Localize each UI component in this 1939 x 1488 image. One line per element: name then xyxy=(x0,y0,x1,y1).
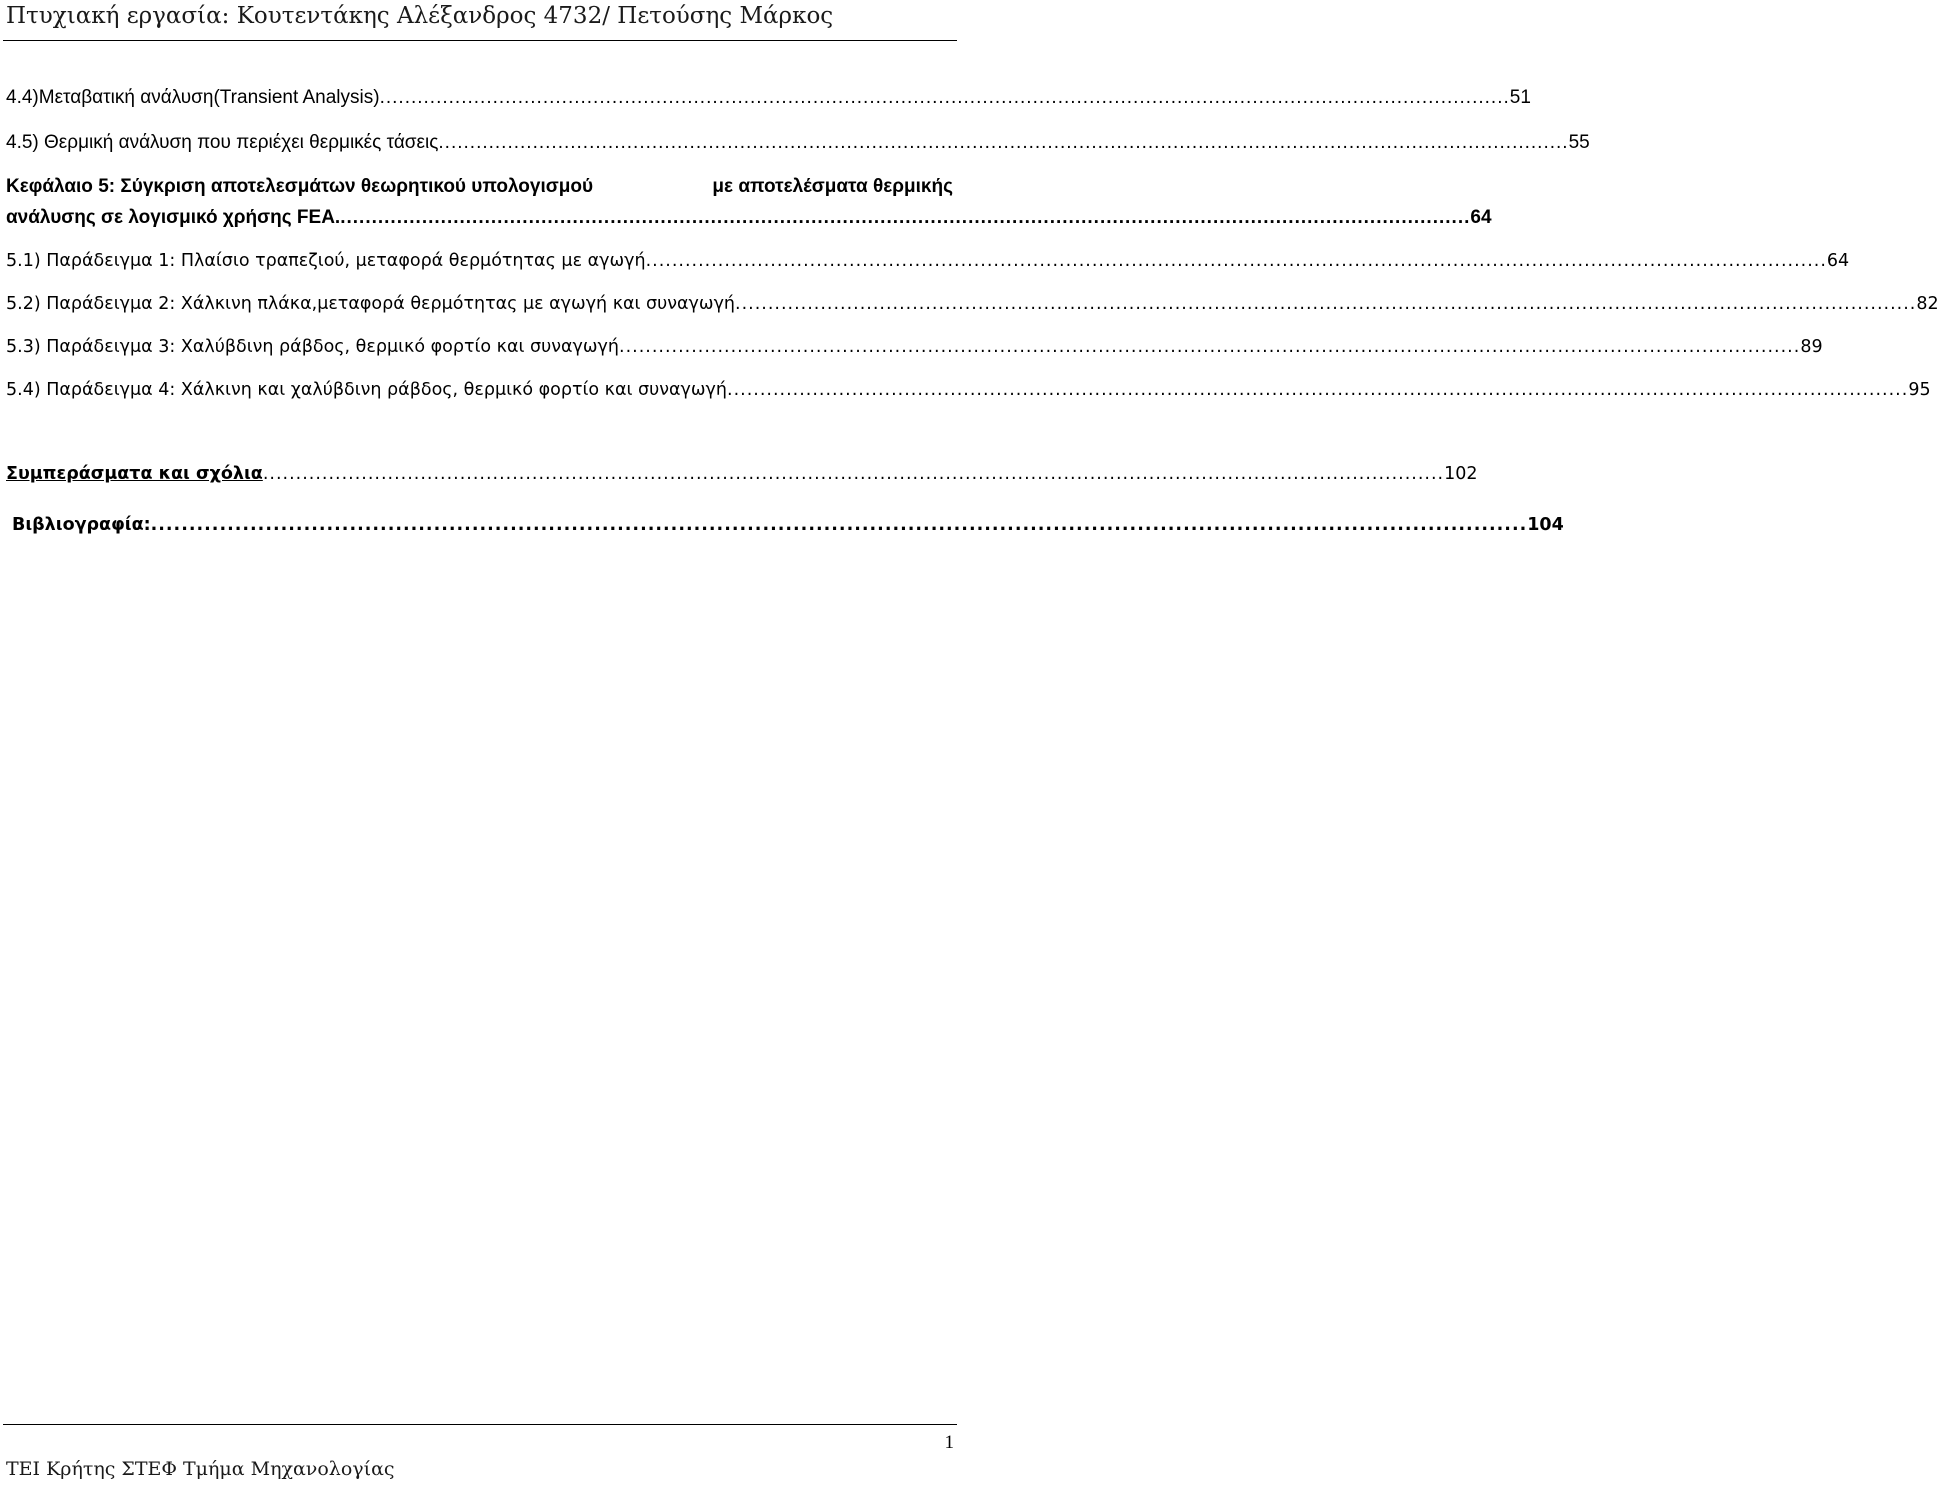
toc-leader-dots: .................................................................................................................................................................................... xyxy=(727,380,1909,400)
toc-chapter-5-line1[interactable] xyxy=(6,174,953,200)
toc-page-number: 51 xyxy=(1509,87,1531,108)
toc-entry-label: 4.4)Μεταβατική ανάλυση(Transient Analysis) xyxy=(6,87,380,108)
toc-entry-4-5[interactable] xyxy=(6,85,1531,111)
toc-entry-label: 4.5) Θερμική ανάλυση που περιέχει θερμικές τάσεις xyxy=(6,132,439,153)
page-number: 1 xyxy=(944,1432,954,1453)
toc-entry-label: 5.1) Παράδειγμα 1: Πλαίσιο τραπεζιού, μεταφορά θερμότητας με αγωγή xyxy=(6,251,646,271)
toc-page-number: 55 xyxy=(1568,132,1590,153)
toc-leader-dots: .................................................................................................................................................................................... xyxy=(340,207,1471,228)
toc-leader-dots: .................................................................................................................................................................................... xyxy=(735,294,1917,314)
toc-chapter-5-title-right: με αποτελέσματα θερμικής xyxy=(712,176,953,197)
toc-leader-dots: .................................................................................................................................................................................... xyxy=(262,464,1445,484)
toc-page-number: 104 xyxy=(1527,515,1564,535)
toc-chapter-5-line2[interactable] xyxy=(6,205,1492,231)
toc-leader-dots: .................................................................................................................................................................................... xyxy=(150,515,1528,535)
toc-chapter-5-title-left: Κεφάλαιο 5: Σύγκριση αποτελεσμάτων θεωρητικού υπολογισμού xyxy=(6,176,594,197)
toc-entry-label: 5.3) Παράδειγμα 3: Χαλύβδινη ράβδος, θερμικό φορτίο και συναγωγή xyxy=(6,337,620,357)
toc-entry-5-2[interactable] xyxy=(6,291,1939,317)
toc-leader-dots: .................................................................................................................................................................................... xyxy=(438,132,1569,153)
toc-entry-label: ανάλυσης σε λογισμικό χρήσης FEA. xyxy=(6,207,341,228)
header-divider xyxy=(3,40,957,41)
toc-leader-dots: .................................................................................................................................................................................... xyxy=(645,251,1827,271)
toc-entry-label: 5.4) Παράδειγμα 4: Χάλκινη και χαλύβδινη ράβδος, θερμικό φορτίο και συναγωγή xyxy=(6,380,728,400)
toc-entry-label: Συμπεράσματα και σχόλια xyxy=(6,464,263,484)
toc-page-number: 64 xyxy=(1470,207,1492,228)
toc-entry-label: Βιβλιογραφία: xyxy=(12,515,151,535)
toc-page-number: 64 xyxy=(1826,251,1850,271)
running-footer: ΤΕΙ Κρήτης ΣΤΕΦ Τμήμα Μηχανολογίας xyxy=(6,1458,395,1480)
toc-page-number: 102 xyxy=(1444,464,1478,484)
toc-bibliography[interactable] xyxy=(12,512,1564,538)
toc-page-number: 95 xyxy=(1908,380,1931,400)
toc-page-number: 89 xyxy=(1800,337,1823,357)
toc-entry-5-3[interactable] xyxy=(6,334,1823,360)
toc-entry-5-1[interactable] xyxy=(6,248,1850,274)
toc-leader-dots: .................................................................................................................................................................................... xyxy=(379,87,1510,108)
toc-leader-dots: .................................................................................................................................................................................... xyxy=(619,337,1801,357)
toc-conclusions[interactable] xyxy=(6,461,1478,487)
toc-page-number: 82 xyxy=(1916,294,1939,314)
toc-entry-5-4[interactable] xyxy=(6,377,1931,403)
running-header: Πτυχιακή εργασία: Κουτεντάκης Αλέξανδρος 4732/ Πετούσης Μάρκος xyxy=(6,3,834,29)
toc-entry-label: 5.2) Παράδειγμα 2: Χάλκινη πλάκα,μεταφορά θερμότητας με αγωγή και συναγωγή xyxy=(6,294,736,314)
footer-divider xyxy=(3,1424,957,1425)
toc-entry-4-5[interactable] xyxy=(6,130,1590,156)
